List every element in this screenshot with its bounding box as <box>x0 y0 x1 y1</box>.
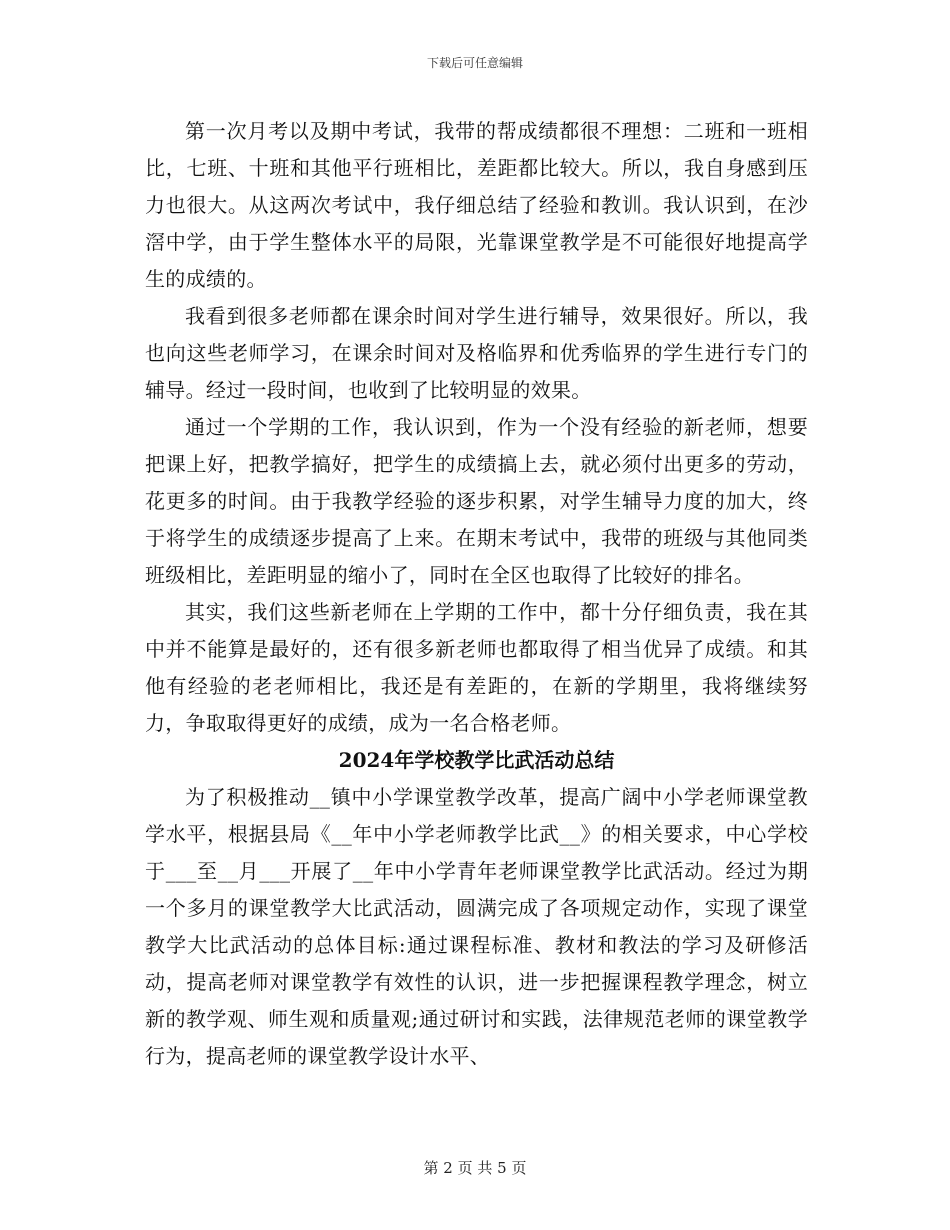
paragraph-1: 第一次月考以及期中考试，我带的帮成绩都很不理想：二班和一班相比，七班、十班和其他平行班相比，差距都比较大。所以，我自身感到压力也很大。从这两次考试中，我仔细总结了经验和教训。我认识到，在沙滘中学，由于学生整体水平的局限，光靠课堂教学是不可能很好地提高学生的成绩的。 <box>145 119 808 291</box>
paragraph-2: 我看到很多老师都在课余时间对学生进行辅导，效果很好。所以，我也向这些老师学习，在课余时间对及格临界和优秀临界的学生进行专门的辅导。经过一段时间，也收到了比较明显的效果。 <box>145 304 808 402</box>
section-paragraph: 为了积极推动__镇中小学课堂教学改革，提高广阔中小学老师课堂教学水平，根据县局《__年中小学老师教学比武__》的相关要求，中心学校于___至__月___开展了__年中小学青年老师课堂教学比武活动。经过为期一个多月的课堂教学大比武活动，圆满完成了各项规定动作，实现了课堂教学大比武活动的总体目标:通过课程标准、教材和教法的学习及研修活动，提高老师对课堂教学有效性的认识，进一步把握课程教学理念，树立新的教学观、师生观和质量观;通过研讨和实践，法律规范老师的课堂教学行为，提高老师的课堂教学设计水平、 <box>145 785 808 1068</box>
page-header-note: 下载后可任意编辑 <box>426 56 523 70</box>
paragraph-3: 通过一个学期的工作，我认识到，作为一个没有经验的新老师，想要把课上好，把教学搞好，把学生的成绩搞上去，就必须付出更多的劳动，花更多的时间。由于我教学经验的逐步积累，对学生辅导力度的加大，终于将学生的成绩逐步提高了上来。在期末考试中，我带的班级与其他同类班级相比，差距明显的缩小了，同时在全区也取得了比较好的排名。 <box>145 415 808 587</box>
section-title: 2024年学校教学比武活动总结 <box>338 748 615 772</box>
document-body <box>145 113 808 1075</box>
paragraph-4: 其实，我们这些新老师在上学期的工作中，都十分仔细负责，我在其中并不能算是最好的，还有很多新老师也都取得了相当优异了成绩。和其他有经验的老老师相比，我还是有差距的，在新的学期里，我将继续努力，争取取得更好的成绩，成为一名合格老师。 <box>145 600 808 735</box>
page-number: 第 2 页 共 5 页 <box>423 1159 527 1177</box>
